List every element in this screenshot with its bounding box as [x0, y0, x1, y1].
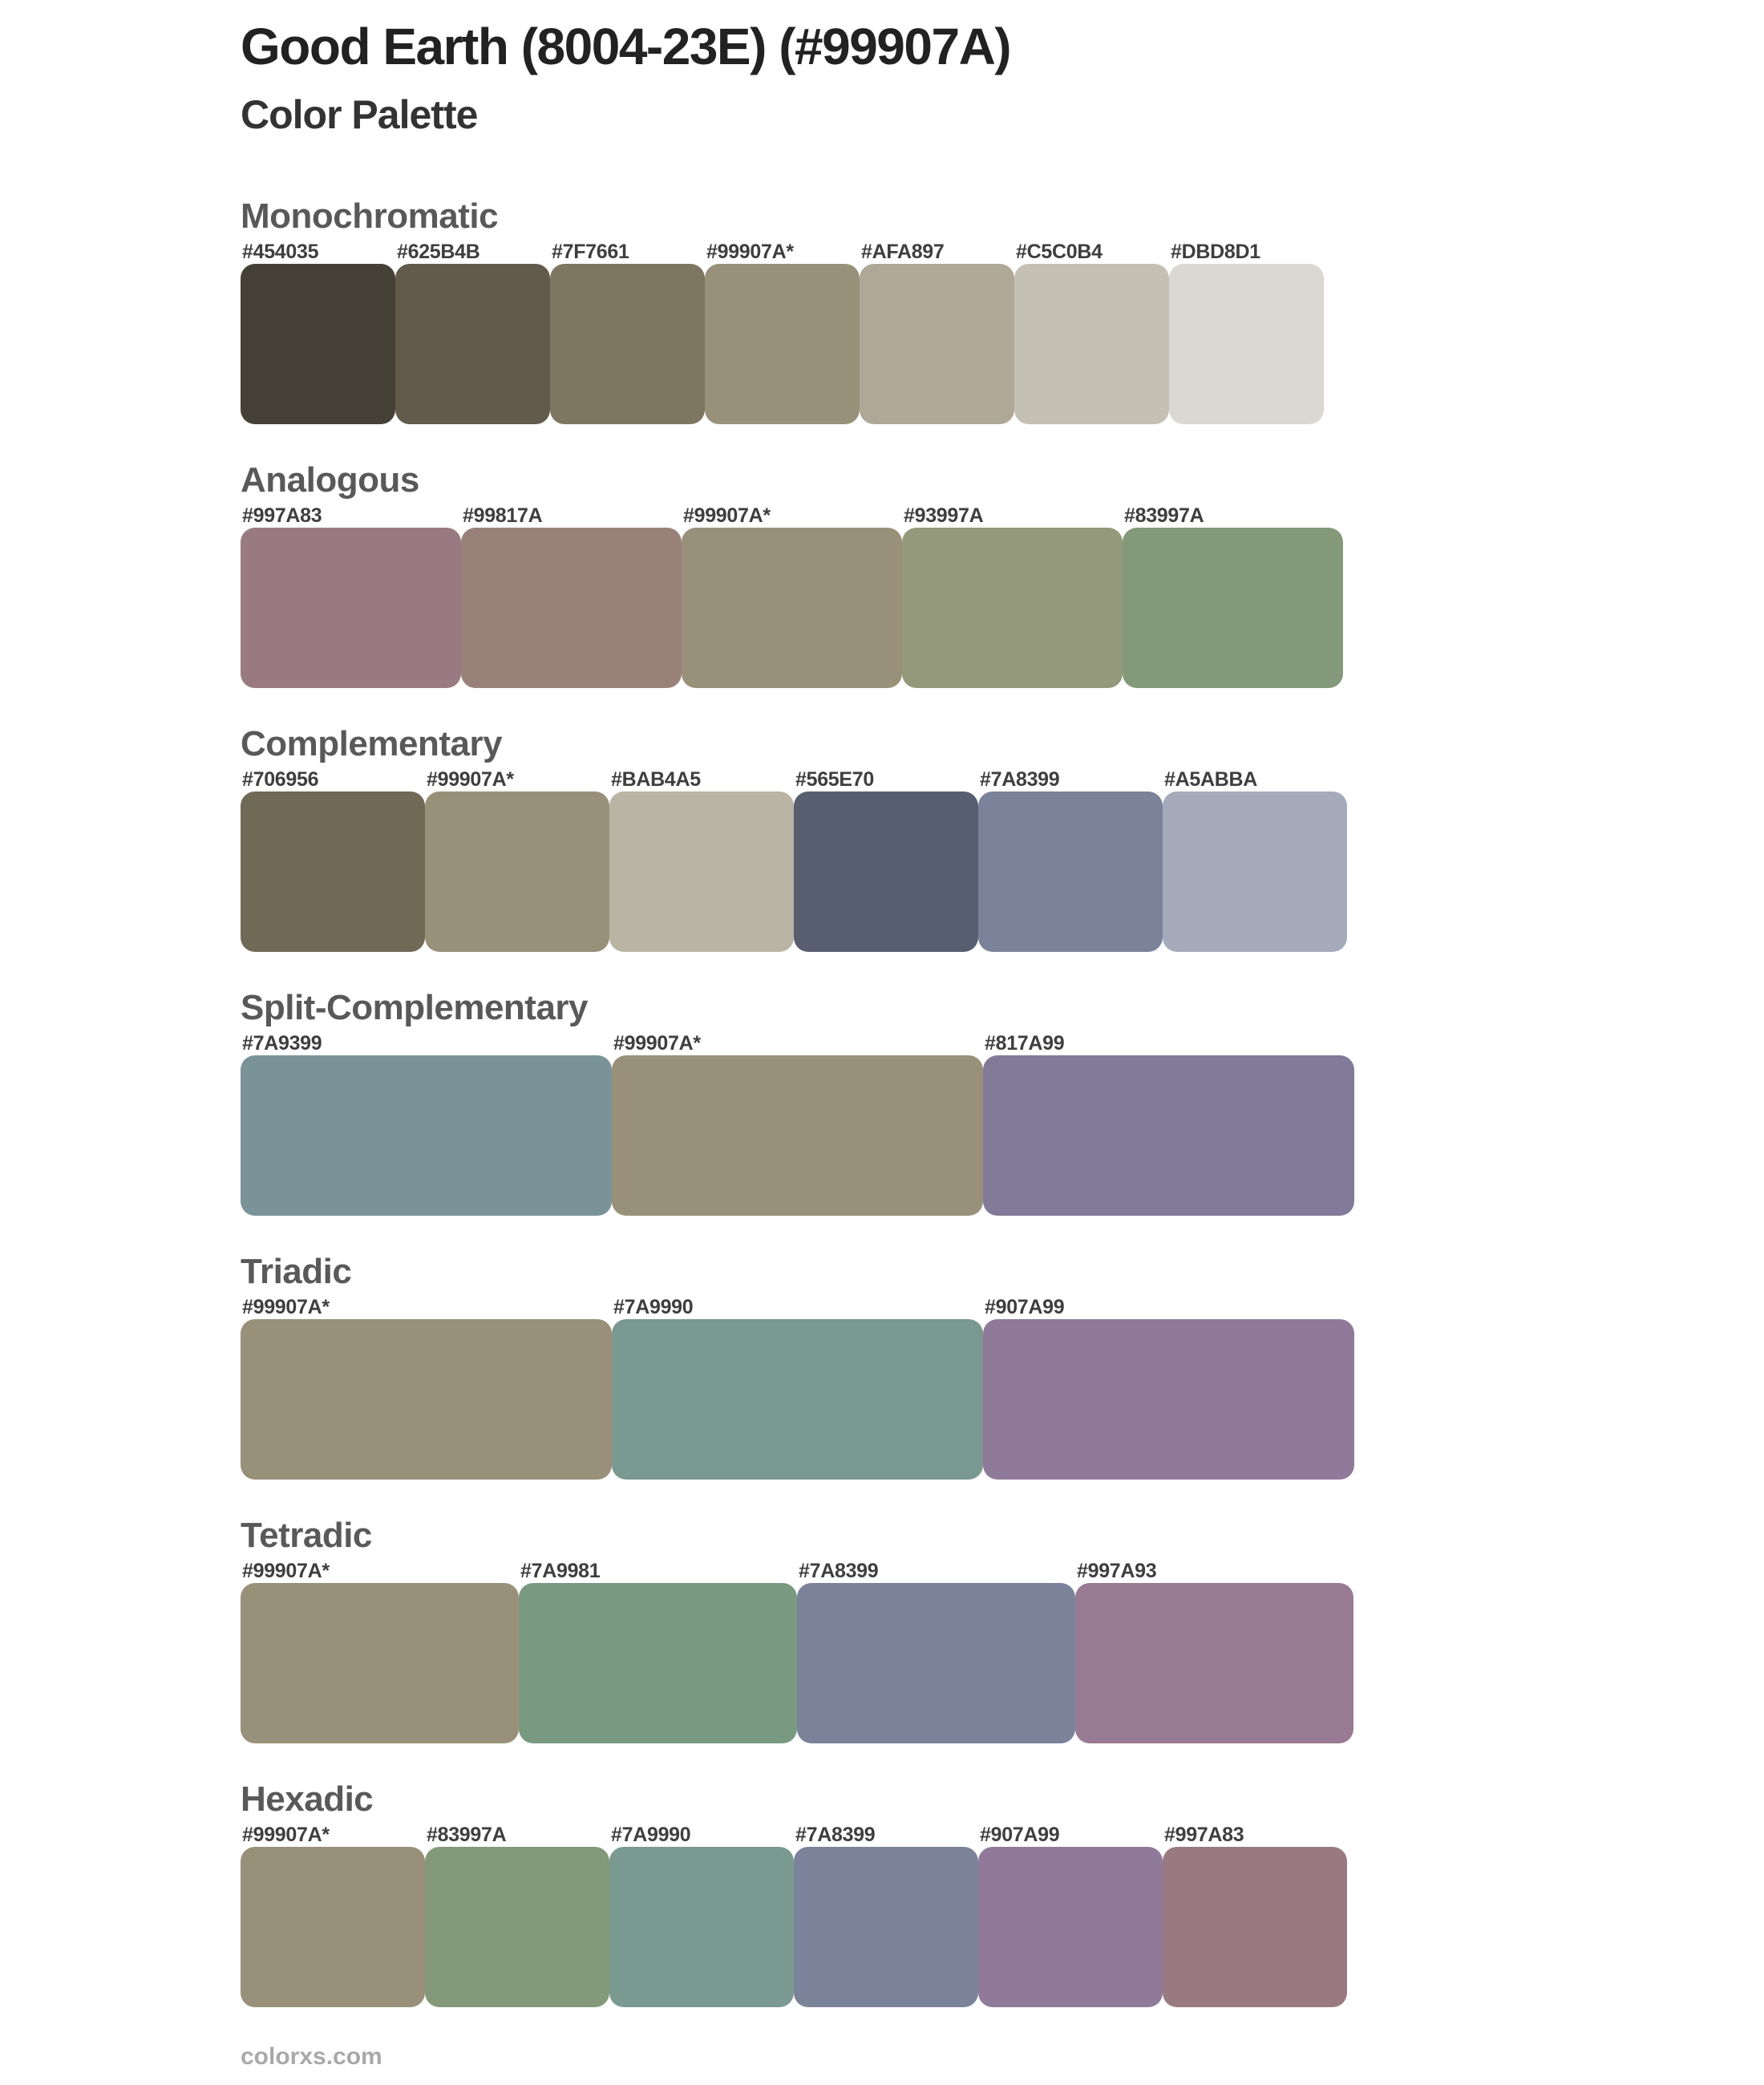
color-swatch[interactable] [612, 1319, 983, 1480]
swatch-column [550, 240, 705, 424]
color-swatch[interactable] [241, 1319, 612, 1480]
palette-section [241, 1251, 1764, 1480]
swatch-hex-label: #DBD8D1 [1171, 241, 1260, 263]
swatch-column [609, 767, 794, 952]
swatch-column [241, 240, 395, 424]
swatch-hex-label: #99907A* [242, 1560, 330, 1582]
color-swatch[interactable] [1014, 264, 1169, 424]
swatch-hex-label: #7A9990 [611, 1824, 691, 1846]
section-title: Monochromatic [241, 196, 499, 236]
palette-section [241, 1515, 1764, 1743]
swatch-row [241, 767, 1764, 952]
swatch-column [1169, 240, 1324, 424]
color-swatch[interactable] [609, 791, 794, 952]
color-swatch[interactable] [612, 1055, 983, 1216]
section-title: Tetradic [241, 1516, 372, 1555]
swatch-hex-label: #907A99 [980, 1824, 1060, 1846]
color-swatch[interactable] [794, 791, 978, 952]
section-title: Triadic [241, 1252, 352, 1291]
color-swatch[interactable] [978, 791, 1163, 952]
swatch-hex-label: #454035 [242, 241, 319, 263]
swatch-hex-label: #C5C0B4 [1016, 241, 1102, 263]
palette-sections [241, 196, 1764, 2007]
palette-section [241, 987, 1764, 1216]
swatch-hex-label: #7A9981 [520, 1560, 601, 1582]
swatch-column [794, 1823, 978, 2007]
palette-section [241, 1779, 1764, 2007]
swatch-hex-label: #997A83 [242, 504, 322, 527]
color-swatch[interactable] [902, 528, 1123, 688]
swatch-hex-label: #99907A* [427, 768, 514, 791]
swatch-column [1123, 504, 1343, 688]
color-swatch[interactable] [797, 1583, 1075, 1743]
swatch-column [705, 240, 860, 424]
color-swatch[interactable] [395, 264, 550, 424]
swatch-hex-label: #7A9990 [613, 1296, 694, 1318]
color-swatch[interactable] [978, 1847, 1163, 2007]
swatch-hex-label: #706956 [242, 768, 319, 791]
swatch-hex-label: #83997A [427, 1824, 507, 1846]
palette-section [241, 460, 1764, 688]
color-swatch[interactable] [609, 1847, 794, 2007]
color-swatch[interactable] [519, 1583, 797, 1743]
color-swatch[interactable] [1163, 791, 1347, 952]
swatch-hex-label: #99817A [463, 504, 543, 527]
swatch-column [241, 1295, 612, 1480]
swatch-hex-label: #7A8399 [795, 1824, 876, 1846]
swatch-row [241, 1295, 1764, 1480]
color-swatch[interactable] [983, 1319, 1354, 1480]
swatch-hex-label: #BAB4A5 [611, 768, 701, 791]
color-swatch[interactable] [550, 264, 705, 424]
swatch-column [425, 1823, 609, 2007]
swatch-column [241, 504, 461, 688]
swatch-column [902, 504, 1123, 688]
swatch-hex-label: #997A93 [1077, 1560, 1157, 1582]
color-swatch[interactable] [241, 264, 395, 424]
swatch-hex-label: #7F7661 [552, 241, 629, 263]
color-swatch[interactable] [794, 1847, 978, 2007]
swatch-column [682, 504, 902, 688]
swatch-column [241, 1823, 425, 2007]
swatch-column [794, 767, 978, 952]
swatch-row [241, 1559, 1764, 1743]
section-title: Complementary [241, 724, 503, 763]
color-swatch[interactable] [241, 1055, 612, 1216]
swatch-hex-label: #99907A* [683, 504, 771, 527]
footer [241, 2042, 1764, 2071]
color-swatch[interactable] [1123, 528, 1343, 688]
swatch-hex-label: #907A99 [985, 1296, 1065, 1318]
swatch-row [241, 504, 1764, 688]
color-swatch[interactable] [425, 791, 609, 952]
color-swatch[interactable] [1163, 1847, 1347, 2007]
swatch-hex-label: #7A8399 [799, 1560, 879, 1582]
color-swatch[interactable] [241, 1847, 425, 2007]
color-swatch[interactable] [682, 528, 902, 688]
swatch-hex-label: #AFA897 [861, 241, 945, 263]
color-swatch[interactable] [1169, 264, 1324, 424]
color-swatch[interactable] [241, 528, 461, 688]
color-swatch[interactable] [461, 528, 682, 688]
swatch-hex-label: #7A9399 [242, 1032, 322, 1055]
swatch-column [241, 1559, 519, 1743]
swatch-row [241, 240, 1764, 424]
swatch-hex-label: #83997A [1124, 504, 1204, 527]
swatch-hex-label: #7A8399 [980, 768, 1060, 791]
swatch-column [978, 767, 1163, 952]
swatch-column [1075, 1559, 1353, 1743]
swatch-column [978, 1823, 1163, 2007]
color-swatch[interactable] [705, 264, 860, 424]
color-swatch[interactable] [860, 264, 1014, 424]
footer-site-link[interactable]: colorxs.com [241, 2043, 382, 2070]
swatch-column [1163, 767, 1347, 952]
swatch-column [461, 504, 682, 688]
swatch-column [612, 1295, 983, 1480]
color-swatch[interactable] [983, 1055, 1354, 1216]
swatch-hex-label: #565E70 [795, 768, 874, 791]
color-swatch[interactable] [1075, 1583, 1353, 1743]
page-subtitle: Color Palette [241, 92, 478, 137]
swatch-hex-label: #99907A* [242, 1824, 330, 1846]
swatch-column [609, 1823, 794, 2007]
swatch-row [241, 1031, 1764, 1216]
section-title: Analogous [241, 460, 419, 500]
swatch-hex-label: #A5ABBA [1164, 768, 1257, 791]
swatch-column [860, 240, 1014, 424]
swatch-column [395, 240, 550, 424]
swatch-column [797, 1559, 1075, 1743]
swatch-column [983, 1031, 1354, 1216]
swatch-column [612, 1031, 983, 1216]
swatch-hex-label: #997A83 [1164, 1824, 1244, 1846]
palette-section [241, 196, 1764, 424]
palette-section [241, 723, 1764, 952]
color-swatch[interactable] [241, 791, 425, 952]
swatch-column [1163, 1823, 1347, 2007]
swatch-column [425, 767, 609, 952]
swatch-hex-label: #99907A* [706, 241, 794, 263]
swatch-row [241, 1823, 1764, 2007]
section-title: Split-Complementary [241, 988, 589, 1027]
swatch-hex-label: #99907A* [613, 1032, 701, 1055]
swatch-hex-label: #99907A* [242, 1296, 330, 1318]
swatch-column [983, 1295, 1354, 1480]
color-swatch[interactable] [241, 1583, 519, 1743]
swatch-hex-label: #93997A [904, 504, 984, 527]
swatch-column [1014, 240, 1169, 424]
swatch-hex-label: #817A99 [985, 1032, 1065, 1055]
color-swatch[interactable] [425, 1847, 609, 2007]
swatch-column [241, 767, 425, 952]
swatch-column [519, 1559, 797, 1743]
page-title: Good Earth (8004-23E) (#99907A) [241, 18, 1011, 75]
swatch-column [241, 1031, 612, 1216]
swatch-hex-label: #625B4B [397, 241, 480, 263]
section-title: Hexadic [241, 1779, 374, 1819]
